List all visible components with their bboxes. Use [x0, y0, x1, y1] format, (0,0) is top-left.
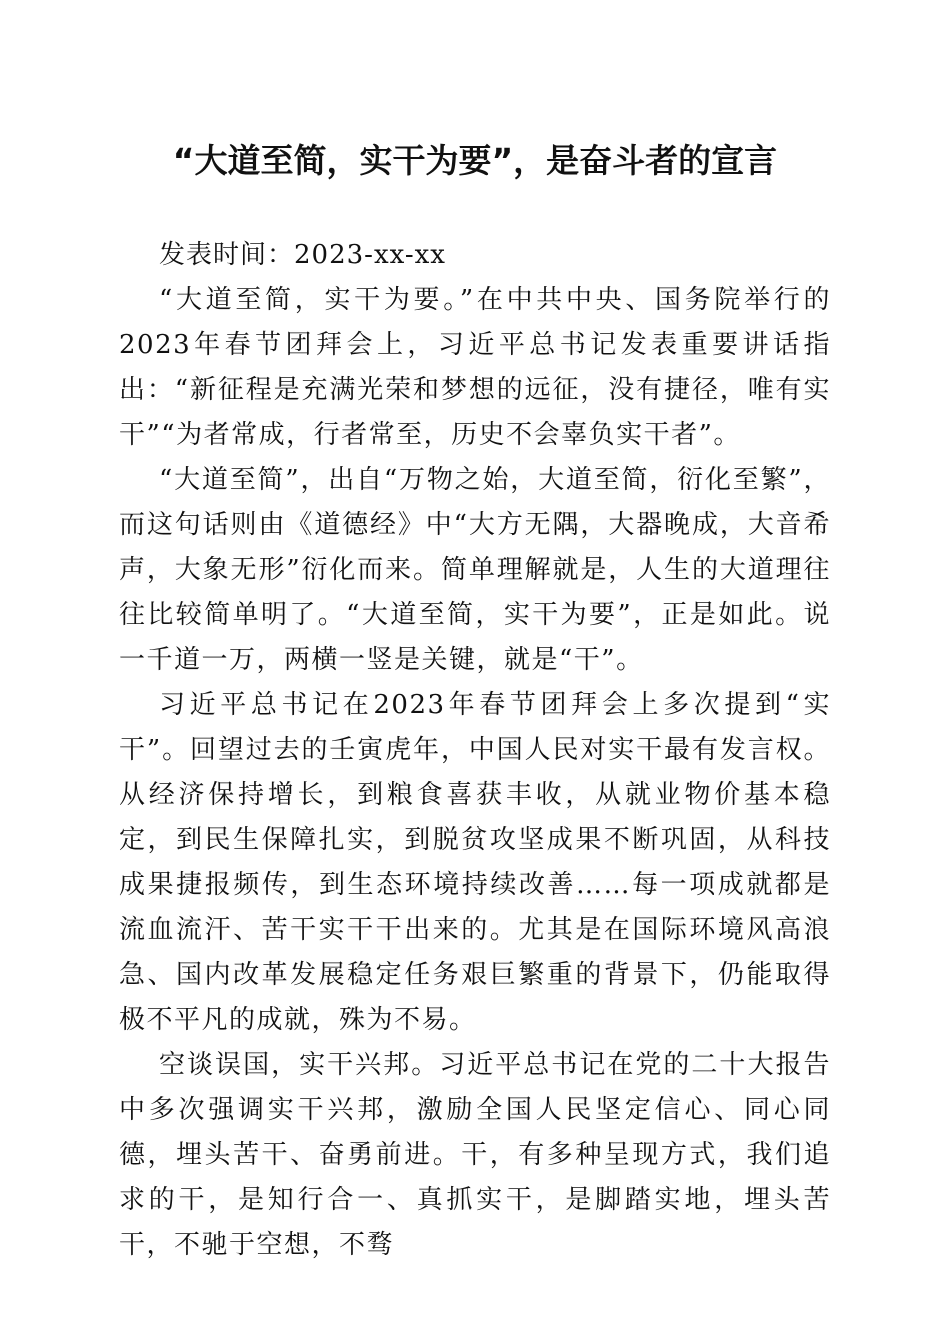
paragraph-3: 习近平总书记在2023年春节团拜会上多次提到“实干”。回望过去的壬寅虎年，中国人民对实干最有发言权。从经济保持增长，到粮食喜获丰收，从就业物价基本稳定，到民生保障扎实，到脱贫攻坚成果不断巩固，从科技成果捷报频传，到生态环境持续改善……每一项成就都是流血流汗、苦干实干干出来的。尤其是在国际环境风高浪急、国内改革发展稳定任务艰巨繁重的背景下，仍能取得极不平凡的成就，殊为不易。 [119, 690, 831, 1035]
paragraph-2: “大道至简”，出自“万物之始，大道至简，衍化至繁”，而这句话则由《道德经》中“大方无隅，大器晚成，大音希声，大象无形”衍化而来。简单理解就是，人生的大道理往往比较简单明了。“大道至简，实干为要”，正是如此。说一千道一万，两横一竖是关键，就是“干”。 [119, 465, 831, 675]
document-title: “大道至简，实干为要”，是奋斗者的宣言 [172, 141, 778, 180]
document-body [119, 233, 831, 1268]
paragraph-4: 空谈误国，实干兴邦。习近平总书记在党的二十大报告中多次强调实干兴邦，激励全国人民坚定信心、同心同德，埋头苦干、奋勇前进。干，有多种呈现方式，我们追求的干，是知行合一、真抓实干，是脚踏实地，埋头苦干，不驰于空想，不骛 [119, 1050, 831, 1260]
publish-time: 发表时间：2023-xx-xx [159, 240, 446, 270]
paragraph-1: “大道至简，实干为要。”在中共中央、国务院举行的2023年春节团拜会上，习近平总书记发表重要讲话指出：“新征程是充满光荣和梦想的远征，没有捷径，唯有实干”“为者常成，行者常至，历史不会辜负实干者”。 [119, 285, 831, 450]
